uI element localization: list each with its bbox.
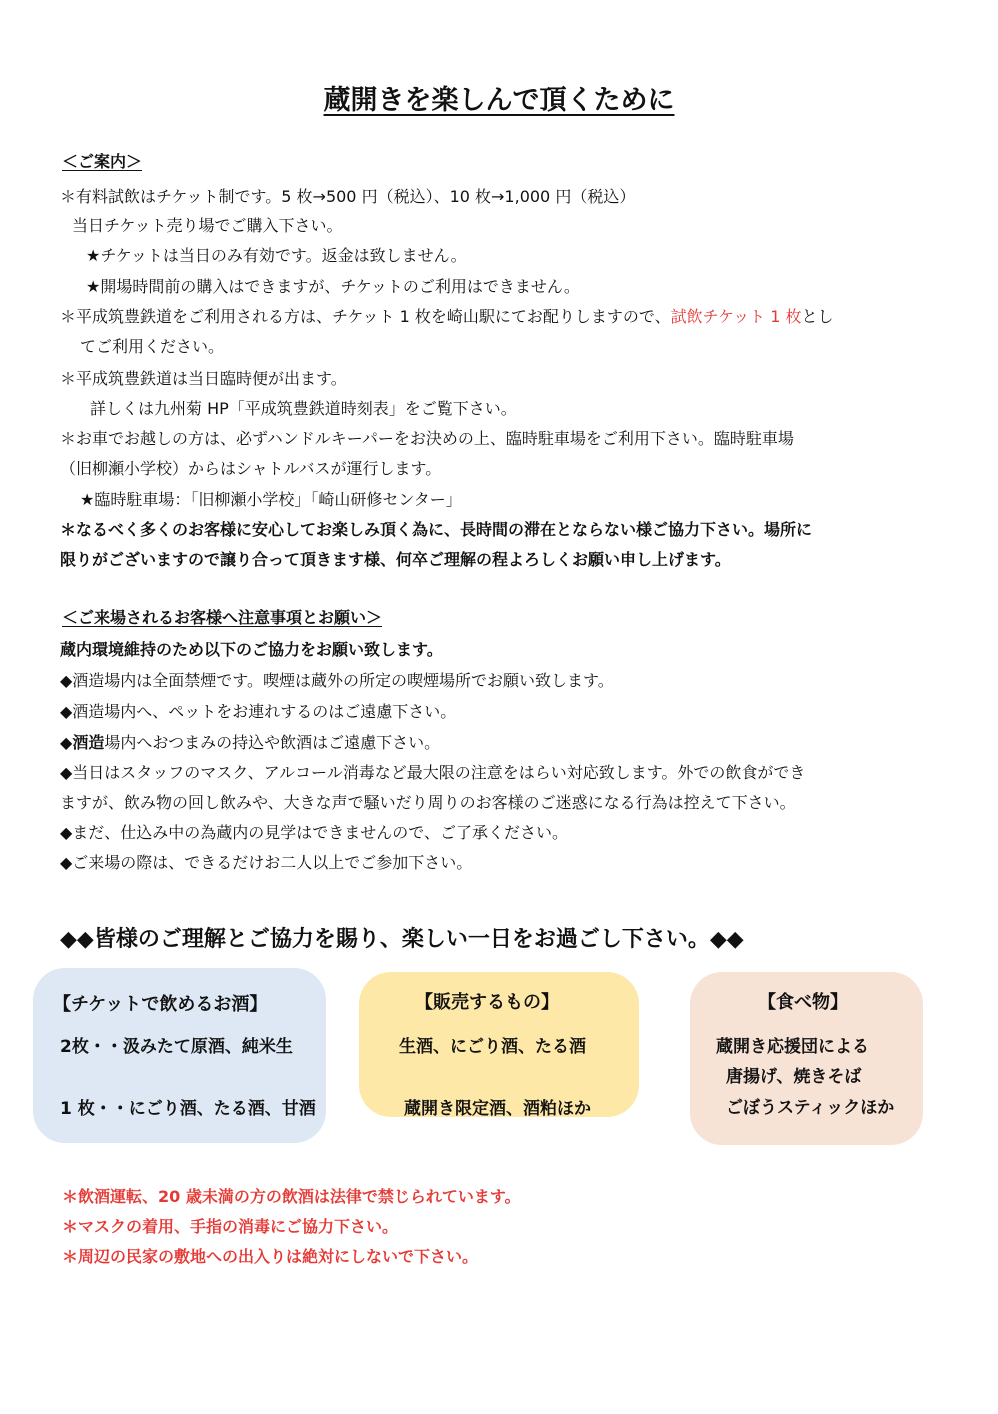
food-heading: 【食べ物】 (758, 992, 848, 1013)
notice-item-3: ◆酒造場内へおつまみの持込や飲酒はご遠慮下さい。 (60, 733, 441, 752)
notice-item-1: ◆酒造場内は全面禁煙です。喫煙は蔵外の所定の喫煙場所でお願い致します。 (60, 671, 614, 690)
food-line-1: 蔵開き応援団による (716, 1037, 869, 1057)
notice-item-2: ◆酒造場内へ、ペットをお連れするのはご遠慮下さい。 (60, 702, 457, 721)
ticket-drinks-line-1: 2枚・・汲みたて原酒、純米生 (60, 1037, 293, 1057)
guide-line-4: ★開場時間前の購入はできますが、チケットのご利用はできません。 (86, 277, 580, 296)
sale-items-heading: 【販売するもの】 (415, 992, 559, 1013)
guide-line-7: ＊平成筑豊鉄道は当日臨時便が出ます。 (60, 369, 347, 388)
guide-line-11: ★臨時駐車場：「旧柳瀬小学校」「崎山研修センター」 (80, 490, 462, 509)
guide-line-10: （旧柳瀬小学校）からはシャトルバスが運行します。 (60, 459, 442, 478)
guide-line-12: ＊なるべく多くのお客様に安心してお楽しみ頂く為に、長時間の滞在とならない様ご協力下さい。場所に (60, 520, 813, 539)
guide-line-8: 詳しくは九州菊 HP「平成筑豊鉄道時刻表」をご覧下さい。 (90, 399, 517, 418)
food-line-3: ごぼうスティックほか (726, 1098, 895, 1118)
guide-line-5: ＊平成筑豊鉄道をご利用される方は、チケット 1 枚を崎山駅にてお配りしますので、試飲チケット 1 枚とし (60, 307, 834, 326)
notice-heading: ＜ご来場されるお客様へ注意事項とお願い＞ (62, 608, 383, 627)
warning-mask: ＊マスクの着用、手指の消毒にご協力下さい。 (62, 1217, 399, 1236)
sale-items-box (359, 972, 639, 1117)
ticket-drinks-line-2: 1 枚・・にごり酒、たる酒、甘酒 (60, 1099, 316, 1119)
notice-intro: 蔵内環境維持のため以下のご協力をお願い致します。 (60, 640, 443, 659)
page-title: 蔵開きを楽しんで頂くために (323, 85, 675, 116)
guide-line-3: ★チケットは当日のみ有効です。返金は致しません。 (86, 246, 467, 265)
guide-line-13: 限りがございますので譲り合って頂きます様、何卒ご理解の程よろしくお願い申し上げます。 (60, 550, 731, 569)
ticket-drinks-box (33, 968, 326, 1143)
warning-drinking: ＊飲酒運転、20 歳未満の方の飲酒は法律で禁じられています。 (62, 1187, 521, 1206)
food-line-2: 唐揚げ、焼きそば (726, 1067, 862, 1087)
guide-line-6: てご利用ください。 (80, 337, 225, 356)
thanks-banner: ◆◆皆様のご理解とご協力を賜り、楽しい一日をお過ごし下さい。◆◆ (60, 927, 744, 952)
sale-items-line-1: 生酒、にごり酒、たる酒 (399, 1037, 586, 1057)
ticket-drinks-heading: 【チケットで飲めるお酒】 (53, 994, 268, 1015)
warning-neighbors: ＊周辺の民家の敷地への出入りは絶対にしないで下さい。 (62, 1247, 479, 1266)
guide-heading: ＜ご案内＞ (62, 152, 143, 171)
sale-items-line-2: 蔵開き限定酒、酒粕ほか (404, 1099, 591, 1119)
guide-line-2: 当日チケット売り場でご購入下さい。 (72, 216, 343, 235)
guide-line-9: ＊お車でお越しの方は、必ずハンドルキーパーをお決めの上、臨時駐車場をご利用下さい。臨時駐車場 (60, 429, 794, 448)
notice-item-6: ◆ご来場の際は、できるだけお二人以上でご参加下さい。 (60, 853, 473, 872)
notice-item-5: ◆まだ、仕込み中の為蔵内の見学はできませんので、ご了承ください。 (60, 823, 568, 842)
guide-line-1: ＊有料試飲はチケット制です。5 枚→500 円（税込）、10 枚→1,000 円（税込） (60, 187, 636, 206)
notice-item-4-cont: ますが、飲み物の回し飲みや、大きな声で騒いだり周りのお客様のご迷惑になる行為は控えて下さい。 (60, 793, 796, 812)
trial-ticket-highlight: 試飲チケット 1 枚 (670, 307, 802, 326)
notice-item-4: ◆当日はスタッフのマスク、アルコール消毒など最大限の注意をはらい対応致します。外での飲食ができ (60, 763, 806, 782)
food-box (690, 972, 923, 1145)
